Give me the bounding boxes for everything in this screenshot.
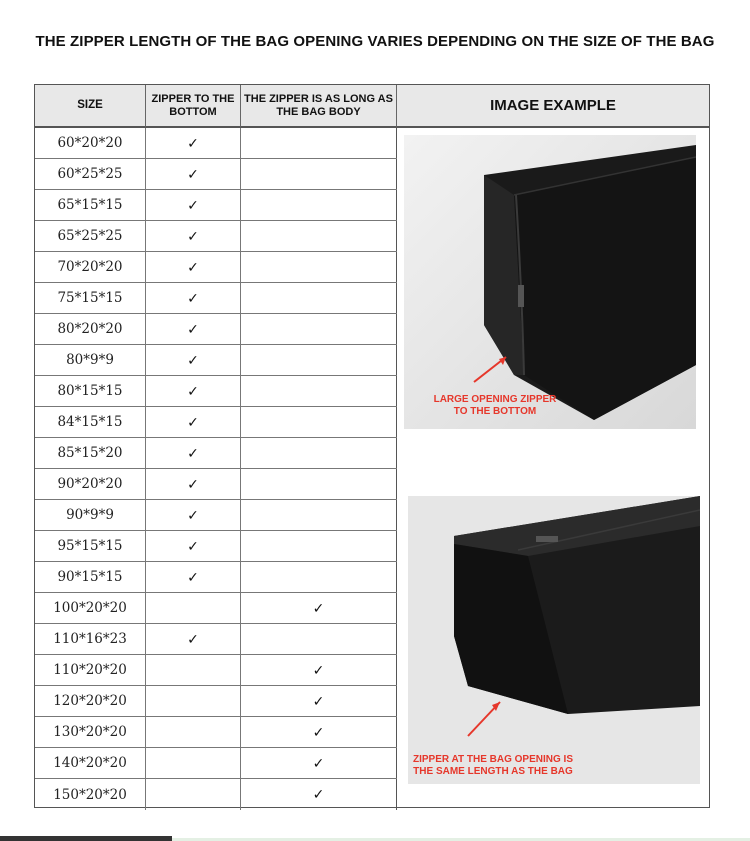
table-row	[35, 717, 397, 748]
zipper-body-cell	[241, 624, 397, 654]
zipper-bottom-cell: ✓	[146, 438, 241, 468]
header-zipper-body-label: THE ZIPPER IS AS LONG AS THE BAG BODY	[244, 92, 393, 118]
zipper-body-cell	[241, 500, 397, 530]
size-cell: 110*16*23	[35, 624, 146, 654]
size-cell: 65*15*15	[35, 190, 146, 220]
zipper-bottom-cell: ✓	[146, 283, 241, 313]
table-row	[35, 345, 397, 376]
size-cell: 90*20*20	[35, 469, 146, 499]
table-row	[35, 221, 397, 252]
zipper-body-cell: ✓	[241, 655, 397, 685]
bag-photo-zipper-body	[408, 496, 700, 784]
table-row	[35, 686, 397, 717]
zipper-body-cell	[241, 190, 397, 220]
size-cell: 150*20*20	[35, 779, 146, 810]
black-bag-photo-icon	[408, 496, 700, 784]
zipper-body-cell	[241, 531, 397, 561]
table-row	[35, 562, 397, 593]
zipper-body-cell: ✓	[241, 779, 397, 810]
size-cell: 100*20*20	[35, 593, 146, 623]
zipper-body-cell	[241, 376, 397, 406]
zipper-bottom-cell	[146, 748, 241, 778]
header-image-example: IMAGE EXAMPLE	[397, 85, 709, 128]
table-row	[35, 376, 397, 407]
caption-2-line1: ZIPPER AT THE BAG OPENING IS	[412, 754, 573, 765]
zipper-bottom-cell: ✓	[146, 531, 241, 561]
size-cell: 140*20*20	[35, 748, 146, 778]
zipper-bottom-cell: ✓	[146, 469, 241, 499]
table-row	[35, 438, 397, 469]
size-cell: 70*20*20	[35, 252, 146, 282]
table-row	[35, 531, 397, 562]
size-table	[34, 84, 710, 808]
size-cell: 60*25*25	[35, 159, 146, 189]
zipper-body-cell	[241, 128, 397, 158]
table-row	[35, 469, 397, 500]
size-cell: 95*15*15	[35, 531, 146, 561]
zipper-body-cell: ✓	[241, 593, 397, 623]
bottom-divider-dark	[0, 836, 172, 841]
size-cell: 84*15*15	[35, 407, 146, 437]
zipper-bottom-cell: ✓	[146, 562, 241, 592]
zipper-body-cell	[241, 252, 397, 282]
table-row	[35, 159, 397, 190]
zipper-body-cell	[241, 314, 397, 344]
zipper-bottom-cell: ✓	[146, 500, 241, 530]
table-row	[35, 252, 397, 283]
zipper-bottom-cell: ✓	[146, 221, 241, 251]
zipper-bottom-cell: ✓	[146, 345, 241, 375]
table-row	[35, 283, 397, 314]
zipper-bottom-cell	[146, 717, 241, 747]
zipper-body-cell	[241, 283, 397, 313]
header-zipper-bottom-label: ZIPPER TO THE BOTTOM	[151, 92, 235, 118]
table-row	[35, 314, 397, 345]
zipper-bottom-cell: ✓	[146, 624, 241, 654]
zipper-body-cell: ✓	[241, 686, 397, 716]
size-cell: 65*25*25	[35, 221, 146, 251]
zipper-body-cell	[241, 469, 397, 499]
caption-1-line1: LARGE OPENING ZIPPER	[433, 394, 557, 405]
table-row	[35, 593, 397, 624]
zipper-body-cell	[241, 221, 397, 251]
zipper-bottom-cell: ✓	[146, 128, 241, 158]
caption-1-line2: TO THE BOTTOM	[453, 406, 537, 417]
zipper-bottom-cell	[146, 686, 241, 716]
size-cell: 80*15*15	[35, 376, 146, 406]
zipper-body-cell	[241, 562, 397, 592]
size-cell: 80*20*20	[35, 314, 146, 344]
size-cell: 90*15*15	[35, 562, 146, 592]
zipper-bottom-cell: ✓	[146, 190, 241, 220]
table-row	[35, 190, 397, 221]
table-row	[35, 407, 397, 438]
bag-photo-zipper-bottom	[404, 135, 696, 429]
zipper-body-cell	[241, 159, 397, 189]
header-zipper-body	[241, 85, 397, 128]
table-row	[35, 655, 397, 686]
zipper-bottom-cell	[146, 655, 241, 685]
zipper-body-cell: ✓	[241, 717, 397, 747]
caption-2-line2: THE SAME LENGTH AS THE BAG	[413, 766, 573, 777]
size-cell: 85*15*20	[35, 438, 146, 468]
zipper-bottom-cell: ✓	[146, 407, 241, 437]
table-row	[35, 748, 397, 779]
zipper-bottom-cell: ✓	[146, 252, 241, 282]
header-size: SIZE	[35, 85, 146, 128]
header-zipper-bottom	[146, 85, 241, 128]
size-cell: 130*20*20	[35, 717, 146, 747]
table-row	[35, 128, 397, 159]
zipper-body-cell	[241, 345, 397, 375]
size-cell: 110*20*20	[35, 655, 146, 685]
size-cell: 120*20*20	[35, 686, 146, 716]
size-cell: 75*15*15	[35, 283, 146, 313]
black-bag-photo-icon	[404, 135, 696, 429]
page-title: THE ZIPPER LENGTH OF THE BAG OPENING VARIES DEPENDING ON THE SIZE OF THE BAG	[35, 33, 715, 50]
size-cell: 60*20*20	[35, 128, 146, 158]
size-cell: 80*9*9	[35, 345, 146, 375]
zipper-body-cell: ✓	[241, 748, 397, 778]
zipper-bottom-cell	[146, 593, 241, 623]
zipper-body-cell	[241, 438, 397, 468]
zipper-bottom-cell: ✓	[146, 159, 241, 189]
zipper-body-cell	[241, 407, 397, 437]
table-row	[35, 624, 397, 655]
table-row	[35, 779, 397, 810]
zipper-bottom-cell: ✓	[146, 376, 241, 406]
size-cell: 90*9*9	[35, 500, 146, 530]
table-row	[35, 500, 397, 531]
zipper-bottom-cell: ✓	[146, 314, 241, 344]
zipper-bottom-cell	[146, 779, 241, 810]
